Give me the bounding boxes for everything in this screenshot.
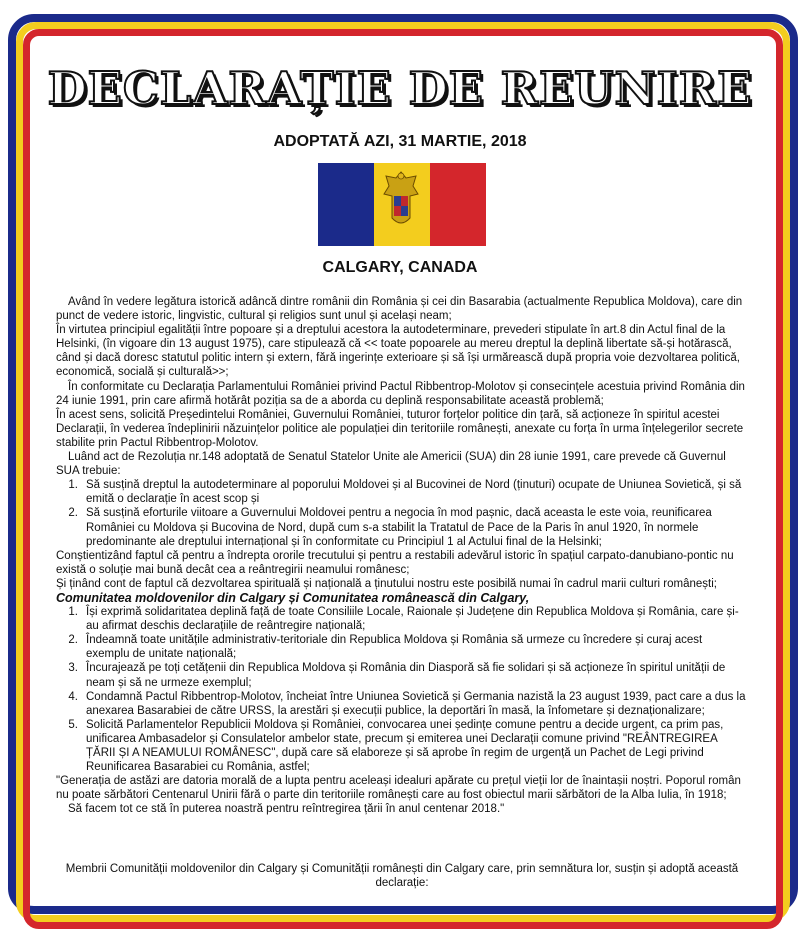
numbered-item	[56, 661, 748, 689]
item-text: Încurajează pe toți cetățenii din Republica Moldova și România din Diasporă să fie solidari și să acționeze în spiritul unității de neam și să ne urmeze exemplul;	[86, 662, 726, 689]
numbered-item	[56, 506, 748, 548]
paragraph: În conformitate cu Declarația Parlamentului României privind Pactul Ribbentrop-Molotov și consecințele acestuia privind România din 24 iunie 1991, prin care afirmă hotărât poziția sa de a aborda cu deplină responsabilitate această problemă;	[56, 380, 745, 407]
item-text: Să susțină dreptul la autodeterminare al poporului Moldovei și al Bucovinei de Nord (ținuturi) ocupate de Uniunea Sovietică, și să emită o declarație în acest scop și	[86, 479, 742, 506]
paragraph: Să facem tot ce stă în puterea noastră pentru reîntregirea țării în anul centenar 2018."	[68, 803, 505, 816]
community-heading: Comunitatea moldovenilor din Calgary și Comunitatea românească din Calgary,	[56, 590, 530, 605]
item-number: 5.	[68, 718, 78, 731]
numbered-item	[56, 718, 748, 774]
declaration-body	[56, 295, 748, 816]
paragraph: În acest sens, solicită Președintelui României, Guvernului României, tuturor forțelor politice din țară, să acționeze în spiritul acestei Declarații, în vederea îndeplinirii năzuințelor politice ale populației din teritoriile românești, anexate cu forța în urma înțelegerilor secrete stabilite prin Pactul Ribbentrop-Molotov.	[56, 408, 744, 449]
item-number: 4.	[68, 690, 78, 703]
paragraph: "Generația de astăzi are datoria morală de a lupta pentru aceleași idealuri apărate cu prețul vieții lor de înaintașii noștri. Poporul român nu poate sărbători Centenarul Unirii fără o parte din teritoriile românești care au fost obiectul marii sărbători de la Alba Iulia, în 1918;	[56, 775, 741, 802]
paragraph: Conștientizând faptul că pentru a îndrepta ororile trecutului și pentru a restabili adevărul istoric în spațiul carpato-danubiano-pontic nu există o soluție mai bună decât cea a reântregirii neamului românesc;	[56, 549, 734, 576]
place-heading: CALGARY, CANADA	[322, 259, 478, 276]
item-text: Condamnă Pactul Ribbentrop-Molotov, încheiat între Uniunea Sovietică și Germania nazistă la 23 august 1939, pact care a dus la anexarea Basarabiei de către URSS, la arestări și execuții publice, la deportări în masă, la înfometare și deznaționalizare;	[86, 690, 746, 717]
item-text: Îndeamnă toate unitățile administrativ-teritoriale din Republica Moldova și România să urmeze cu încredere și curaj acest exemplu de unitate națională;	[86, 634, 703, 661]
paragraph: Luând act de Rezoluția nr.148 adoptată de Senatul Statelor Unite ale Americii (SUA) din 28 iunie 1991, care prevede că Guvernul SUA trebuie:	[56, 451, 726, 478]
numbered-item	[56, 633, 748, 661]
item-number: 2.	[68, 634, 78, 647]
numbered-item	[56, 478, 748, 506]
document-title: DECLARAȚIE DE REUNIRE	[47, 62, 753, 115]
signature-intro: Membrii Comunității moldovenilor din Calgary și Comunității românești din Calgary care, prin semnătura lor, susțin și adoptă această declarație:	[65, 863, 739, 890]
numbered-item	[56, 690, 748, 718]
numbered-item	[56, 605, 748, 633]
item-number: 1.	[68, 479, 78, 492]
paragraph: Și ținând cont de faptul că dezvoltarea spirituală și națională a ținutului nostru este posibilă numai în cadrul marii culturi românești;	[56, 577, 717, 590]
item-text: Își exprimă solidaritatea deplină față de toate Consiliile Locale, Raionale și Județene din Republica Moldova și România, care și-au afirmat deschis declarațiile de reântregire națională;	[86, 606, 739, 633]
paragraph: În virtutea principiul egalității între popoare și a dreptului acestora la autodeterminare, prevederi stipulate în art.8 din Actul final de la Helsinki, (în vigoare din 13 august 1975), care stipulează că << toate popoarele au mereu dreptul la deplină libertate să-și hotărască, când și dacă doresc statutul politic intern și extern, fără ingerințe exterioare și să își urmărească după propria voie dezvoltarea politică, economică, socială și culturală>>;	[56, 324, 740, 379]
item-number: 2.	[68, 507, 78, 520]
item-number: 3.	[68, 662, 78, 675]
adoption-date: ADOPTATĂ AZI, 31 MARTIE, 2018	[273, 133, 527, 150]
item-number: 1.	[68, 606, 78, 619]
item-text: Solicită Parlamentelor Republicii Moldova și României, convocarea unei ședințe comune pentru a decide urgent, ca prim pas, unificarea Ambasadelor și Consulatelor ambelor state, precum și emiterea unei Declarații comune privind "REÂNTREGIREA ȚĂRII ȘI A NEAMULUI ROMÂNESC", după care să elaboreze și să aprobe în regim de urgență un Pachet de Legi privind Reunificarea Basarabiei cu România, astfel;	[86, 718, 724, 774]
coat-of-arms-icon	[380, 168, 422, 234]
item-text: Să susțină eforturile viitoare a Guvernului Moldovei pentru a negocia în mod pașnic, dacă aceasta le este voia, reunificarea României cu Moldova și Bucovina de Nord, după cum s-a stabilit la Tratatul de Pace de la Paris în anul 1920, în normele predominante ale dreptului internațional și în conformitate cu Principiul 1 al Actului final de la Helsinki;	[86, 507, 712, 548]
paragraph: Având în vedere legătura istorică adâncă dintre românii din România și cei din Basarabia (actualmente Republica Moldova), care din punct de vedere istoric, lingvistic, cultural și religios sunt unul și același neam;	[56, 296, 743, 323]
